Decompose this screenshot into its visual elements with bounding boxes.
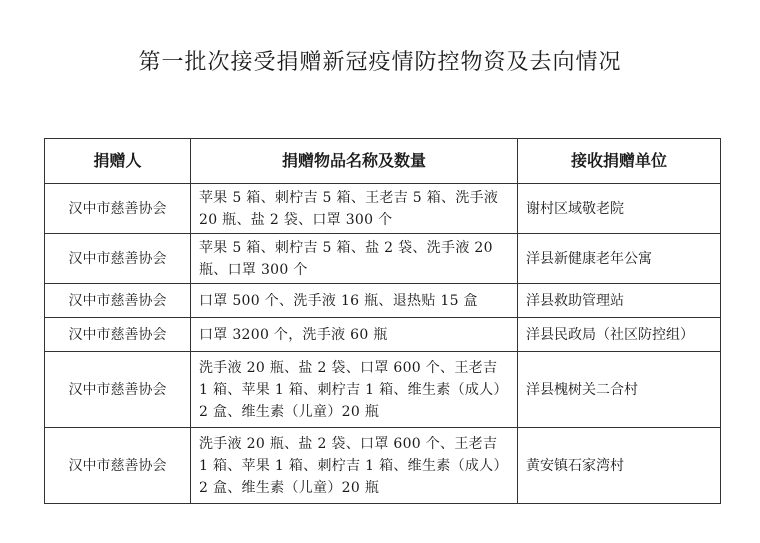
donor-cell: 汉中市慈善协会 <box>45 352 191 428</box>
donor-cell: 汉中市慈善协会 <box>45 184 191 234</box>
recipient-cell: 洋县救助管理站 <box>518 284 721 318</box>
recipient-cell: 谢村区域敬老院 <box>518 184 721 234</box>
table-row <box>45 184 721 234</box>
table-row <box>45 284 721 318</box>
page-title: 第一批次接受捐赠新冠疫情防控物资及去向情况 <box>138 50 622 75</box>
recipient-cell: 洋县民政局（社区防控组） <box>518 318 721 352</box>
donation-table <box>44 138 721 504</box>
donor-cell: 汉中市慈善协会 <box>45 318 191 352</box>
table-row <box>45 234 721 284</box>
table-row <box>45 352 721 428</box>
table-row <box>45 428 721 504</box>
items-cell: 洗手液 20 瓶、盐 2 袋、口罩 600 个、王老吉 1 箱、苹果 1 箱、刺柠吉 1 箱、维生素（成人）2 盒、维生素（儿童）20 瓶 <box>191 352 518 428</box>
items-cell: 口罩 3200 个，洗手液 60 瓶 <box>191 318 518 352</box>
table-row <box>45 318 721 352</box>
recipient-cell: 洋县槐树关二合村 <box>518 352 721 428</box>
donor-cell: 汉中市慈善协会 <box>45 234 191 284</box>
donor-cell: 汉中市慈善协会 <box>45 284 191 318</box>
recipient-cell: 洋县新健康老年公寓 <box>518 234 721 284</box>
column-header-recipient: 接收捐赠单位 <box>518 139 721 184</box>
items-cell: 口罩 500 个、洗手液 16 瓶、退热贴 15 盒 <box>191 284 518 318</box>
items-cell: 苹果 5 箱、刺柠吉 5 箱、盐 2 袋、洗手液 20 瓶、口罩 300 个 <box>191 234 518 284</box>
recipient-cell: 黄安镇石家湾村 <box>518 428 721 504</box>
donor-cell: 汉中市慈善协会 <box>45 428 191 504</box>
column-header-items: 捐赠物品名称及数量 <box>191 139 518 184</box>
items-cell: 洗手液 20 瓶、盐 2 袋、口罩 600 个、王老吉 1 箱、苹果 1 箱、刺柠吉 1 箱、维生素（成人）2 盒、维生素（儿童）20 瓶 <box>191 428 518 504</box>
column-header-donor: 捐赠人 <box>45 139 191 184</box>
table-header-row <box>45 139 721 184</box>
items-cell: 苹果 5 箱、刺柠吉 5 箱、王老吉 5 箱、洗手液 20 瓶、盐 2 袋、口罩 300 个 <box>191 184 518 234</box>
